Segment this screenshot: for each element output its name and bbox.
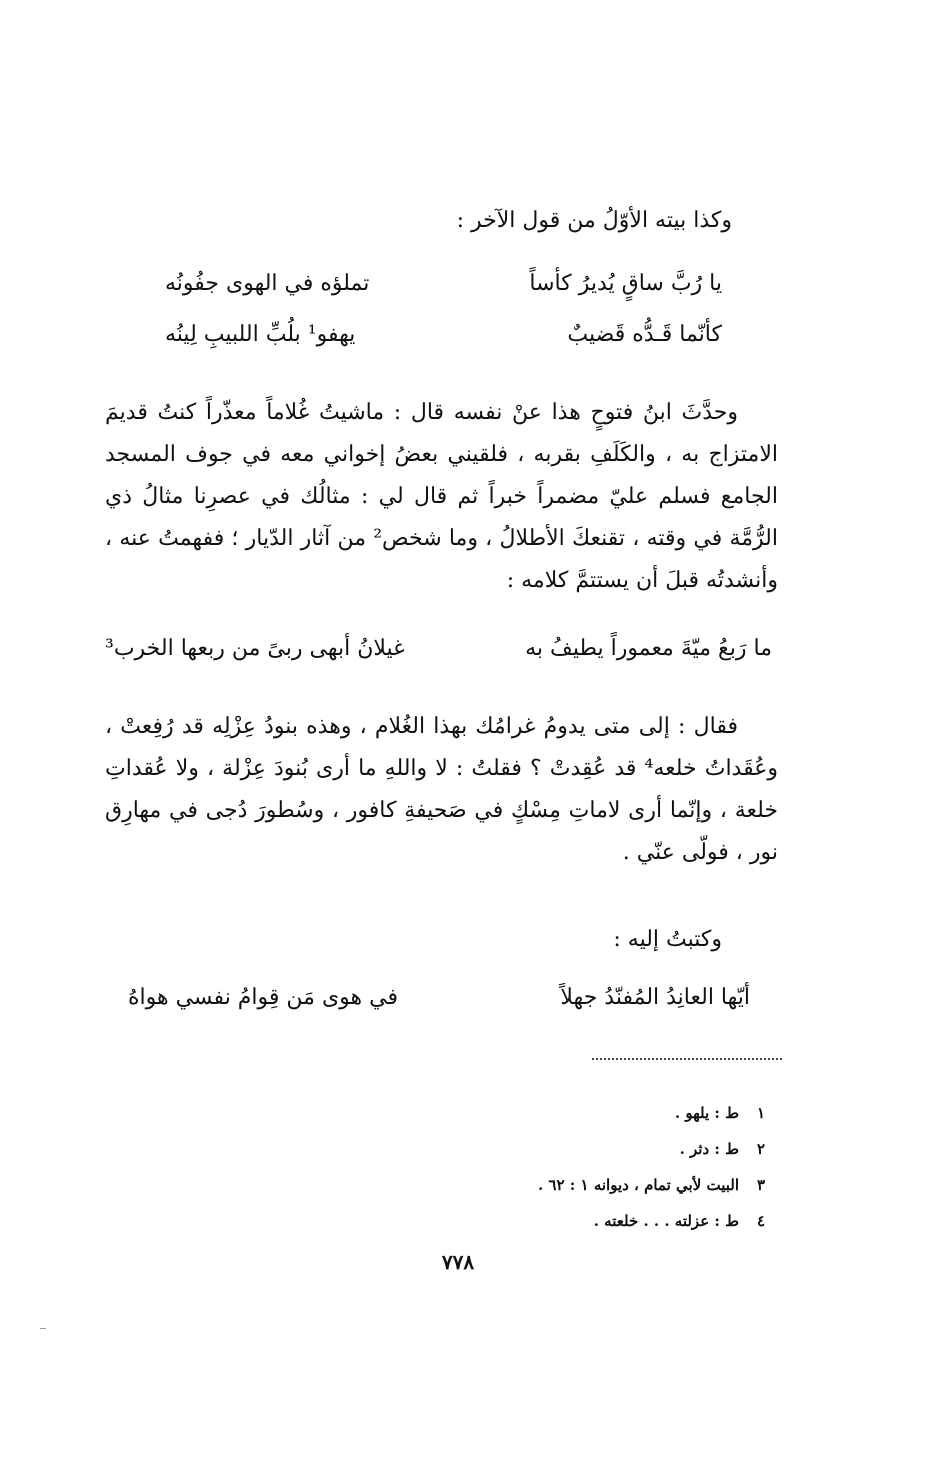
verse-3: [105, 634, 772, 664]
verse-1-first-hemistich: يا رُبَّ ساقٍ يُديرُ كأساً: [529, 271, 722, 296]
footnote-text: البيت لأبي تمام ، ديوانه ١ : ٦٢ .: [537, 1176, 739, 1194]
footnote-number: ٣: [756, 1176, 765, 1194]
intro-line-2: وكتبتُ إليه :: [613, 927, 722, 952]
footnote-text: ط : يلهو .: [674, 1104, 739, 1122]
footnote: [538, 1167, 765, 1203]
footnote: [538, 1095, 765, 1131]
verse-3-first-hemistich: ما رَبعُ ميّةَ معموراً يطيفُ به: [525, 636, 772, 661]
page-number: ٧٧٨: [441, 1250, 475, 1274]
scan-speck: [40, 1328, 46, 1329]
verse-1: [165, 269, 722, 299]
verse-4-first-hemistich: أيّها العانِدُ المُفنّدُ جهلاً: [560, 985, 750, 1010]
verse-3-second-hemistich: غيلانُ أبهى ربىً من ربعها الخرب³: [105, 636, 405, 661]
paragraph-2-text: فقال : إلى متى يدومُ غرامُك بهذا الغُلام ، وهذه بنودُ عِزْلِه قد رُفِعتْ ، وعُقَداتُ خلعه⁴ قد عُقِدتْ ؟ فقلتُ : لا واللهِ ما أرى بُنودَ عِزْلة ، ولا عُقداتِ خلعة ، وإنّما أرى لاماتِ مِسْكٍ في صَحيفةِ كافور ، وسُطورَ دُجى في مهارِق نور ، فولّى عنّي .: [105, 714, 778, 865]
verse-4-second-hemistich: في هوى مَن قِوامُ نفسي هواهُ: [128, 985, 398, 1010]
paragraph-1-text: وحدَّثَ ابنُ فتوحٍ هذا عنْ نفسه قال : ماشيتُ غُلاماً معذّراً كنتُ قديمَ الامتزاج به ، والكَلَفِ بقربه ، فلقيني بعضُ إخواني معه في جوف المسجد الجامع فسلم عليّ مضمراً خبراً ثم قال لي : مثالُك في عصرِنا مثالُ ذي الرُّمَّة في وقته ، تقنعكَ الأطلالُ ، وما شخص² من آثار الدّيار ؛ ففهمتُ عنه ، وأنشدتُه قبلَ أن يستتمَّ كلامه :: [105, 400, 778, 593]
footnote: [538, 1203, 765, 1239]
footnote-text: ط : عزلته . . . خلعته .: [593, 1212, 739, 1230]
verse-1-second-hemistich: تملؤه في الهوى جفُونُه: [165, 271, 370, 296]
footnote-number: ١: [756, 1104, 765, 1122]
paragraph-1: [105, 392, 778, 602]
verse-2: [165, 320, 722, 350]
footnote: [538, 1131, 765, 1167]
footnote-text: ط : دثر .: [679, 1140, 739, 1158]
intro-line: وكذا بيته الأوّلُ من قول الآخر :: [456, 208, 732, 233]
paragraph-2: [105, 706, 778, 874]
footnote-number: ٢: [756, 1140, 765, 1158]
verse-4: [128, 983, 750, 1013]
footnote-separator: [592, 1058, 782, 1060]
verse-2-first-hemistich: كأنّما قَـدُّه قَضيبٌ: [567, 322, 722, 347]
verse-2-second-hemistich: يهفو¹ بلُبِّ اللبيبِ لِينُه: [165, 322, 356, 347]
footnote-number: ٤: [756, 1212, 765, 1230]
footnotes: [538, 1095, 765, 1239]
